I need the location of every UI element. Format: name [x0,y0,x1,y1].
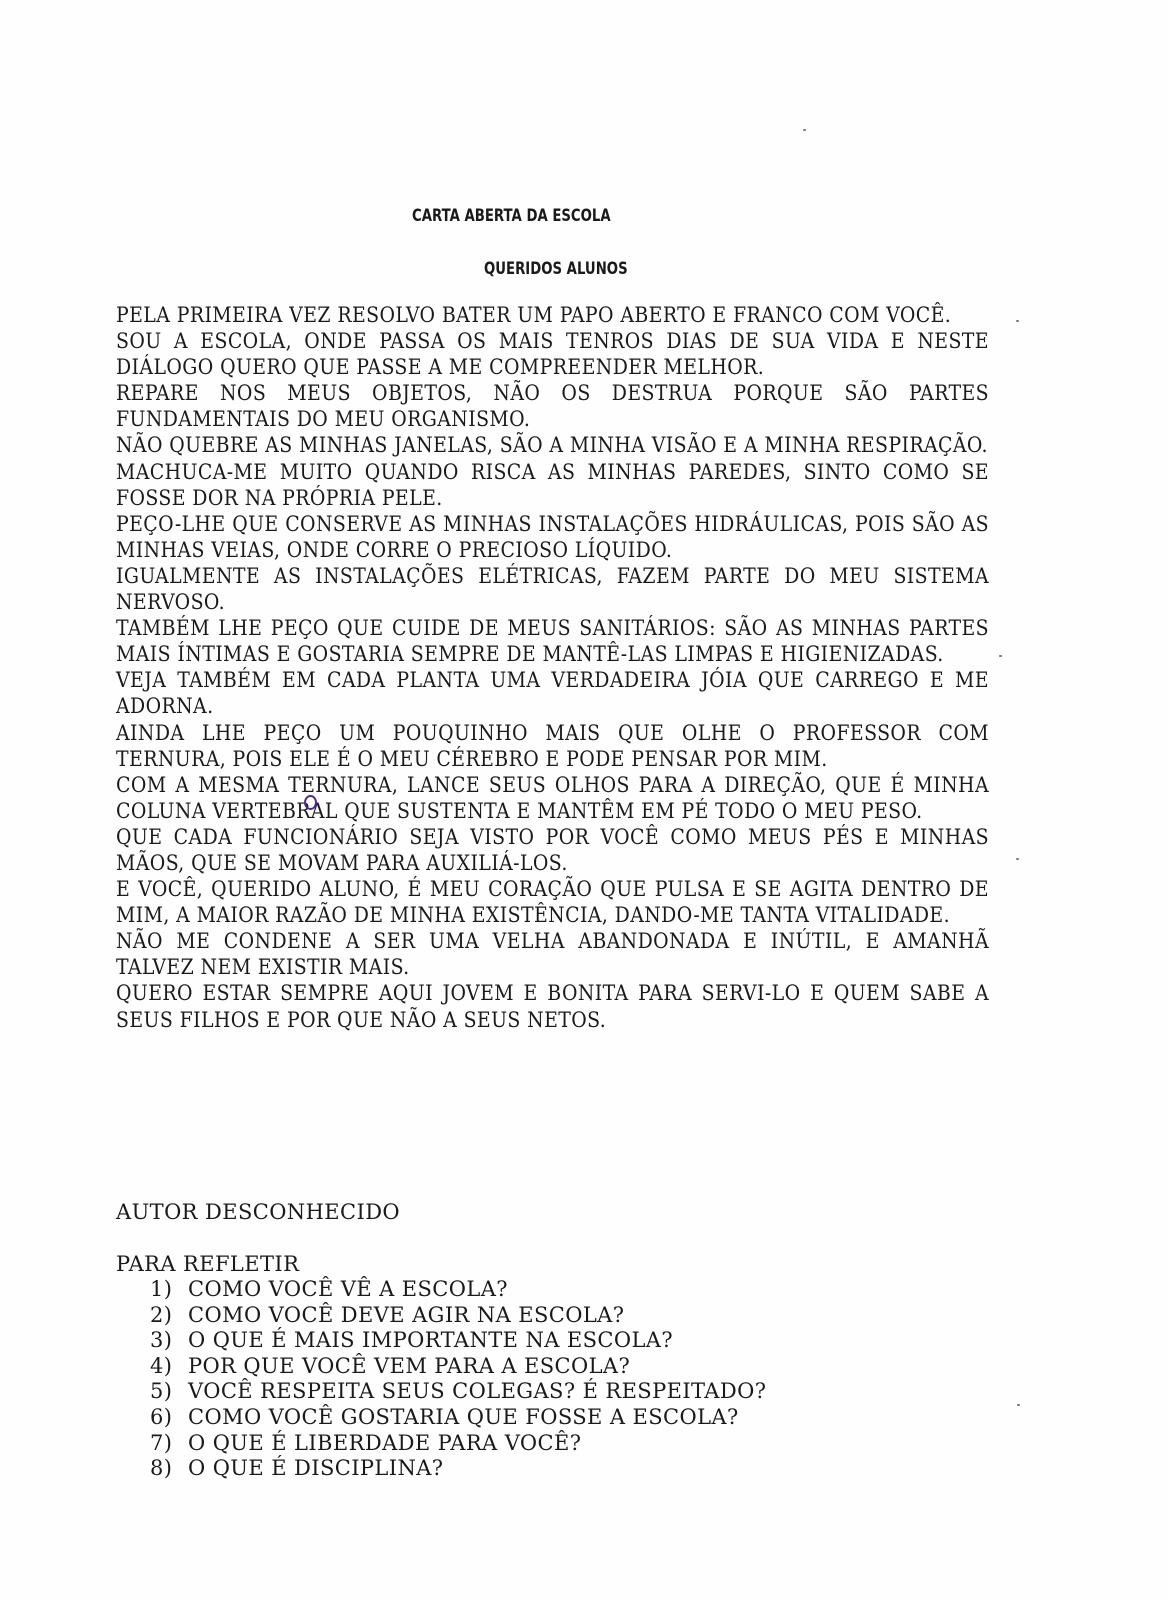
question-text: POR QUE VOCÊ VEM PARA A ESCOLA? [188,1353,631,1378]
paragraph: COM A MESMA TERNURA, LANCE SEUS OLHOS PARA A DIREÇÃO, QUE É MINHA COLUNA VERTEBRAL QUE SUSTENTA E MANTÊM EM PÉ TODO O MEU PESO. [116,772,989,823]
paragraph: NÃO QUEBRE AS MINHAS JANELAS, SÃO A MINHA VISÃO E A MINHA RESPIRAÇÃO. [116,433,988,458]
question-number: 7) [150,1430,173,1455]
question-number: 8) [150,1456,173,1481]
scan-speck [803,129,806,131]
question-item [150,1277,766,1303]
paragraph: TAMBÉM LHE PEÇO QUE CUIDE DE MEUS SANITÁRIOS: SÃO AS MINHAS PARTES MAIS ÍNTIMAS E GOSTARIA SEMPRE DE MANTÊ-LAS LIMPAS E HIGIENIZADAS. [116,616,989,667]
question-list [150,1277,766,1482]
document-title: CARTA ABERTA DA ESCOLA [412,206,611,226]
paragraph: SOU A ESCOLA, ONDE PASSA OS MAIS TENROS DIAS DE SUA VIDA E NESTE DIÁLOGO QUERO QUE PASSE A ME COMPREENDER MELHOR. [116,329,989,380]
paragraph: AINDA LHE PEÇO UM POUQUINHO MAIS QUE OLHE O PROFESSOR COM TERNURA, POIS ELE É O MEU CÉREBRO E PODE PENSAR POR MIM. [116,720,989,771]
handwritten-ink-mark [304,795,317,810]
paragraph: IGUALMENTE AS INSTALAÇÕES ELÉTRICAS, FAZEM PARTE DO MEU SISTEMA NERVOSO. [116,563,989,615]
scan-speck [1016,858,1019,860]
question-number: 2) [150,1302,173,1327]
scan-speck [1017,1404,1020,1406]
paragraph: E VOCÊ, QUERIDO ALUNO, É MEU CORAÇÃO QUE PULSA E SE AGITA DENTRO DE MIM, A MAIOR RAZÃO DE MINHA EXISTÊNCIA, DANDO-ME TANTA VITALIDADE. [116,877,989,928]
scan-speck [999,655,1002,657]
question-number: 6) [150,1404,173,1429]
paragraph: QUERO ESTAR SEMPRE AQUI JOVEM E BONITA PARA SERVI-LO E QUEM SABE A SEUS FILHOS E POR QUE NÃO A SEUS NETOS. [116,981,989,1032]
question-text: VOCÊ RESPEITA SEUS COLEGAS? É RESPEITADO? [188,1379,767,1404]
question-item [150,1303,766,1329]
question-text: COMO VOCÊ DEVE AGIR NA ESCOLA? [188,1302,625,1327]
paragraph: PEÇO-LHE QUE CONSERVE AS MINHAS INSTALAÇÕES HIDRÁULICAS, POIS SÃO AS MINHAS VEIAS, ONDE CORRE O PRECIOSO LÍQUIDO. [116,511,989,562]
paragraph: QUE CADA FUNCIONÁRIO SEJA VISTO POR VOCÊ COMO MEUS PÉS E MINHAS MÃOS, QUE SE MOVAM PARA AUXILIÁ-LOS. [116,824,989,875]
question-item [150,1456,766,1482]
paragraph: PELA PRIMEIRA VEZ RESOLVO BATER UM PAPO ABERTO E FRANCO COM VOCÊ. [116,303,952,327]
question-text: COMO VOCÊ GOSTARIA QUE FOSSE A ESCOLA? [188,1404,739,1429]
question-item [150,1354,766,1380]
question-text: COMO VOCÊ VÊ A ESCOLA? [188,1277,508,1301]
paragraph: MACHUCA-ME MUITO QUANDO RISCA AS MINHAS PAREDES, SINTO COMO SE FOSSE DOR NA PRÓPRIA PELE. [116,459,989,510]
question-text: O QUE É DISCIPLINA? [188,1456,444,1481]
question-number: 4) [150,1353,173,1378]
scan-speck [1016,320,1019,322]
question-item [150,1379,766,1405]
question-item [150,1328,766,1354]
document-subtitle: QUERIDOS ALUNOS [484,259,628,279]
paragraph: REPARE NOS MEUS OBJETOS, NÃO OS DESTRUA PORQUE SÃO PARTES FUNDAMENTAIS DO MEU ORGANISMO. [116,381,989,432]
author-line: AUTOR DESCONHECIDO [116,1200,401,1224]
question-number: 3) [150,1328,173,1353]
question-number: 5) [150,1379,173,1404]
question-item [150,1431,766,1457]
question-text: O QUE É MAIS IMPORTANTE NA ESCOLA? [188,1328,674,1353]
paragraph: VEJA TAMBÉM EM CADA PLANTA UMA VERDADEIRA JÓIA QUE CARREGO E ME ADORNA. [116,668,989,719]
question-text: O QUE É LIBERDADE PARA VOCÊ? [188,1430,582,1455]
reflect-heading: PARA REFLETIR [116,1252,300,1276]
question-item [150,1405,766,1431]
paragraph: NÃO ME CONDENE A SER UMA VELHA ABANDONADA E INÚTIL, E AMANHÃ TALVEZ NEM EXISTIR MAIS. [116,929,989,980]
question-number: 1) [150,1277,173,1301]
letter-body [116,302,989,1033]
